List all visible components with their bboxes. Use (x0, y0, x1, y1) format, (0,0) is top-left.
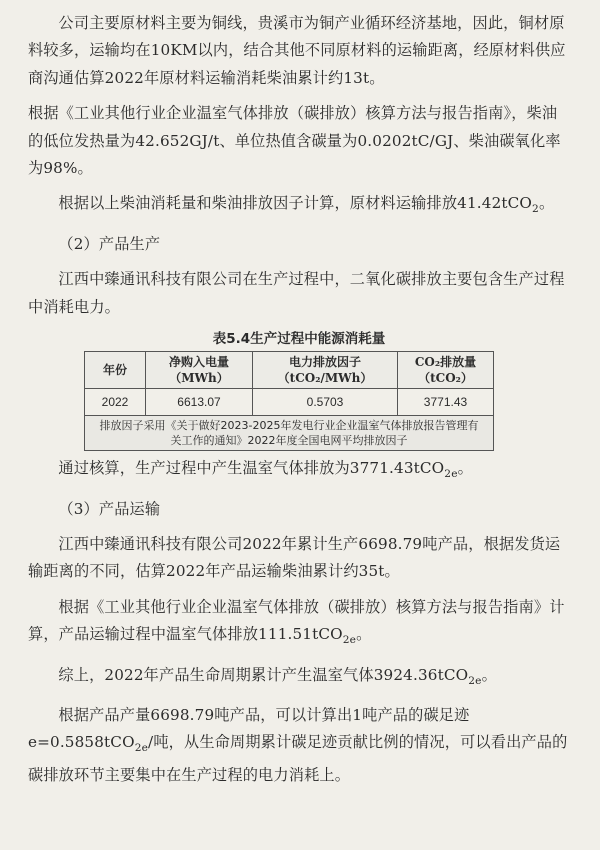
cell-electricity: 6613.07 (146, 389, 253, 416)
cell-co2-emission: 3771.43 (398, 389, 494, 416)
raw-material-emission-text: 根据以上柴油消耗量和柴油排放因子计算，原材料运输排放41.42tCO (58, 194, 533, 213)
paragraph-production-emission (28, 455, 570, 487)
paragraph-raw-material-emission (28, 190, 570, 222)
paragraph-transport-emission (28, 594, 570, 654)
section-heading-production: （2）产品生产 (58, 234, 161, 253)
transport-emission-sub: 2e (342, 633, 357, 647)
paragraph-production: 江西中臻通讯科技有限公司在生产过程中，二氧化碳排放主要包含生产过程中消耗电力。 (28, 270, 565, 316)
paragraph-raw-material-transport: 公司主要原材料主要为铜线，贵溪市为铜产业循环经济基地，因此，铜材原料较多，运输均在10KM以内，结合其他不同原材料的运输距离，经原材料供应商沟通估算2022年原材料运输消耗柴油累计约13t。 (28, 14, 566, 87)
paragraph-diesel-factors: 根据《工业其他行业企业温室气体排放（碳排放）核算方法与报告指南》，柴油的低位发热量为42.652GJ/t、单位热值含碳量为0.0202tC/GJ、柴油碳氧化率为98%。 (28, 104, 561, 178)
energy-consumption-table (84, 351, 494, 451)
carbon-footprint-text-b: /吨，从生命周期累计碳足迹贡献比例的情况，可以看出产品的碳排放环节主要集中在生产过程的电力消耗上。 (28, 733, 568, 784)
production-emission-text: 通过核算，生产过程中产生温室气体排放为3771.43tCO (58, 459, 445, 478)
summary-end: 。 (481, 665, 497, 684)
table-note-row (85, 416, 494, 451)
carbon-footprint-sub: 2e (134, 741, 149, 755)
table-caption: 表5.4生产过程中能源消耗量 (212, 331, 386, 348)
table-note: 排放因子采用《关于做好2023-2025年发电行业企业温室气体排放报告管理有关工作的通知》2022年度全国电网平均排放因子 (85, 416, 494, 451)
header-co2-emission: CO₂排放量（tCO₂） (398, 352, 494, 389)
raw-material-emission-end: 。 (538, 194, 555, 213)
raw-material-emission-sub: 2 (532, 202, 539, 216)
summary-text: 综上，2022年产品生命周期累计产生温室气体3924.36tCO (58, 665, 469, 684)
cell-year: 2022 (85, 389, 146, 416)
section-heading-transport: （3）产品运输 (58, 499, 161, 518)
paragraph-summary (28, 662, 570, 694)
carbon-footprint-text-a: 根据产品产量6698.79吨产品，可以计算出1吨产品的碳足迹e=0.5858tCO (28, 706, 470, 752)
table-row (85, 389, 494, 416)
production-emission-end: 。 (457, 459, 473, 478)
paragraph-carbon-footprint (28, 702, 570, 789)
header-emission-factor: 电力排放因子（tCO₂/MWh） (253, 352, 398, 389)
table-header-row (85, 352, 494, 389)
transport-emission-text: 根据《工业其他行业企业温室气体排放（碳排放）核算方法与报告指南》计算，产品运输过程中温室气体排放111.51tCO (28, 597, 565, 644)
paragraph-product-transport: 江西中臻通讯科技有限公司2022年累计生产6698.79吨产品，根据发货运输距离的不同，估算2022年产品运输柴油累计约35t。 (28, 534, 561, 581)
header-year: 年份 (85, 352, 146, 389)
transport-emission-end: 。 (356, 625, 372, 644)
production-emission-sub: 2e (444, 467, 458, 481)
header-electricity: 净购入电量（MWh） (146, 352, 253, 389)
cell-emission-factor: 0.5703 (253, 389, 398, 416)
summary-sub: 2e (468, 673, 482, 687)
